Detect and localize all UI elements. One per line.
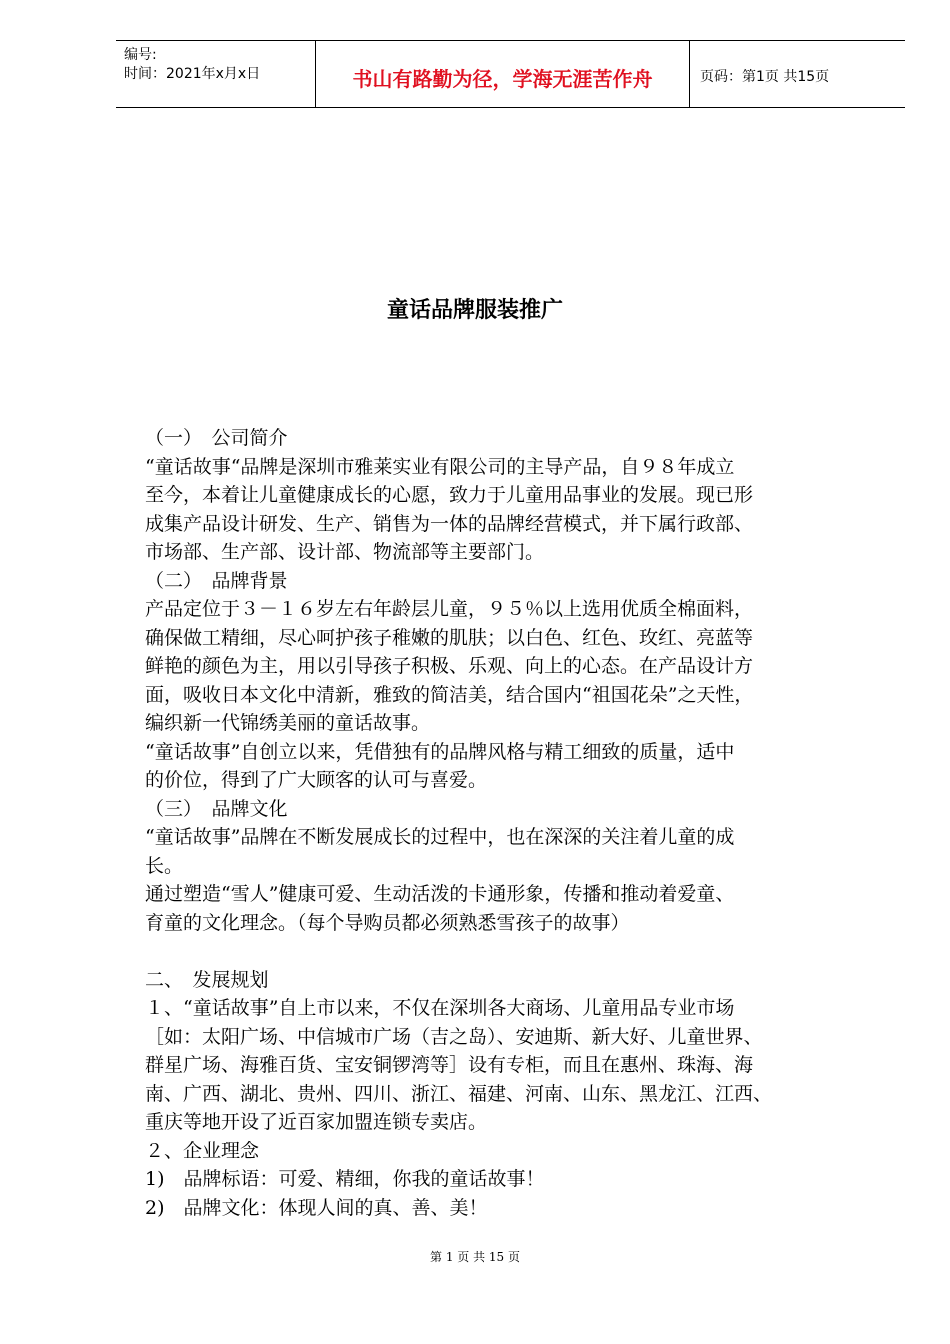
body-line: 2) 品牌文化：体现人间的真、善、美！ bbox=[145, 1196, 488, 1219]
body-line: 1) 品牌标语：可爱、精细，你我的童话故事！ bbox=[145, 1168, 545, 1190]
body-line: （三） 品牌文化 bbox=[145, 797, 288, 820]
document-title: 童话品牌服装推广 bbox=[386, 298, 563, 323]
body-line: 通过塑造“雪人”健康可爱、生动活泼的卡通形象，传播和推动着爱童、 bbox=[145, 883, 735, 905]
body-line: 至今，本着让儿童健康成长的心愿，致力于儿童用品事业的发展。现已形 bbox=[145, 484, 754, 506]
body-line: 鲜艳的颜色为主，用以引导孩子积极、乐观、向上的心态。在产品设计方 bbox=[145, 655, 754, 677]
header-page-cell bbox=[690, 41, 905, 107]
body-line: 长。 bbox=[145, 854, 184, 877]
body-line: 二、 发展规划 bbox=[145, 968, 269, 991]
body-line: 群星广场、海雅百货、宝安铜锣湾等］设有专柜，而且在惠州、珠海、海 bbox=[145, 1054, 754, 1076]
body-line: ２、企业理念 bbox=[145, 1139, 260, 1162]
body-line: 面，吸收日本文化中清新，雅致的简洁美，结合国内“祖国花朵”之天性， bbox=[145, 683, 754, 706]
document-number-label: 编号: bbox=[124, 47, 157, 63]
body-line: １、“童话故事”自上市以来，不仅在深圳各大商场、儿童用品专业市场 bbox=[145, 997, 735, 1019]
header-motto-cell bbox=[316, 41, 690, 107]
body-line: “童话故事”品牌在不断发展成长的过程中，也在深深的关注着儿童的成 bbox=[145, 826, 735, 848]
body-line: 的价位，得到了广大顾客的认可与喜爱。 bbox=[145, 769, 488, 791]
body-line: 市场部、生产部、设计部、物流部等主要部门。 bbox=[145, 541, 545, 563]
page-header bbox=[116, 40, 905, 108]
body-line: 南、广西、湖北、贵州、四川、浙江、福建、河南、山东、黑龙江、江西、 bbox=[145, 1082, 773, 1105]
document-time-label: 时间：2021年x月x日 bbox=[124, 66, 261, 82]
body-line: 产品定位于３－１６岁左右年龄层儿童，９５％以上选用优质全棉面料， bbox=[145, 598, 754, 620]
body-line: 确保做工精细，尽心呵护孩子稚嫩的肌肤；以白色、红色、玫红、亮蓝等 bbox=[145, 626, 754, 649]
header-page-info: 页码：第1页 共15页 bbox=[700, 69, 830, 85]
header-motto: 书山有路勤为径，学海无涯苦作舟 bbox=[352, 67, 653, 91]
header-meta-cell bbox=[116, 41, 316, 107]
body-line: “童话故事“品牌是深圳市雅莱实业有限公司的主导产品，自９８年成立 bbox=[145, 455, 735, 478]
body-line: 重庆等地开设了近百家加盟连锁专卖店。 bbox=[145, 1111, 488, 1133]
body-line: 育童的文化理念。（每个导购员都必须熟悉雪孩子的故事） bbox=[145, 911, 630, 934]
body-line: ［如：太阳广场、中信城市广场（吉之岛）、安迪斯、新大好、儿童世界、 bbox=[145, 1025, 763, 1048]
body-line: “童话故事”自创立以来，凭借独有的品牌风格与精工细致的质量，适中 bbox=[145, 740, 735, 763]
body-line: 编织新一代锦绣美丽的童话故事。 bbox=[145, 712, 431, 734]
body-line: 成集产品设计研发、生产、销售为一体的品牌经营模式，并下属行政部、 bbox=[145, 512, 754, 535]
body-line: （一） 公司简介 bbox=[145, 427, 288, 449]
page-footer: 第 1 页 共 15 页 bbox=[430, 1250, 520, 1264]
body-line bbox=[145, 937, 885, 966]
document-body bbox=[145, 424, 885, 1222]
body-line: （二） 品牌背景 bbox=[145, 569, 288, 592]
